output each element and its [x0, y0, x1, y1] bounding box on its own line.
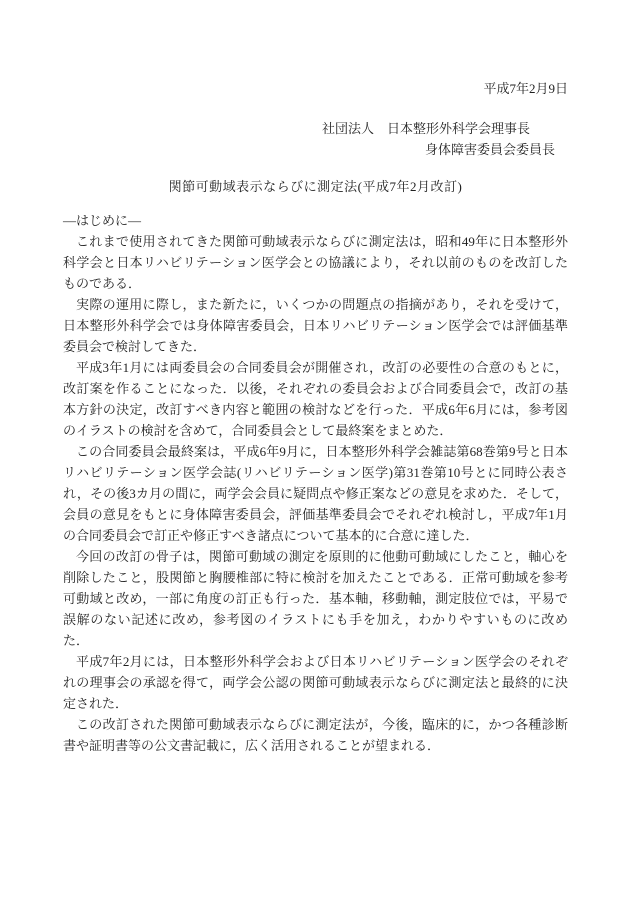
- paragraph-1: これまで使用されてきた関節可動域表示ならびに測定法は，昭和49年に日本整形外科学会と日本リハビリテーション医学会との協議により，それ以前のものを改訂したものである．: [63, 234, 568, 291]
- paragraph-5: 今回の改訂の骨子は，関節可動域の測定を原則的に他動可動域にしたこと，軸心を削除したこと，股関節と胸腰椎部に特に検討を加えたことである．正常可動域を参考可動域と改め，一部に角度の訂正も行った．基本軸，移動軸，測定肢位では，平易で誤解のない記述に改め，参考図のイラストにも手を加え，わかりやすいものに改めた．: [63, 549, 568, 648]
- document-date: 平成7年2月9日: [483, 81, 568, 96]
- paragraph-3: 平成3年1月には両委員会の合同委員会が開催され，改訂の必要性の合意のもとに，改訂案を作ることになった．以後，それぞれの委員会および合同委員会で，改訂の基本方針の決定，改訂すべき内容と範囲の検討などを行った．平成6年6月には，参考図のイラストの検討を含めて，合同委員会として最終案をまとめた．: [63, 360, 568, 438]
- signature-line-organization: 社団法人 日本整形外科学会理事長: [321, 121, 530, 136]
- section-heading-introduction: —はじめに—: [63, 213, 142, 228]
- paragraph-6: 平成7年2月には，日本整形外科学会および日本リハビリテーション医学会のそれぞれの理事会の承認を得て，両学会公認の関節可動域表示ならびに測定法と最終的に決定された．: [63, 654, 568, 711]
- signature-line-committee: 身体障害委員会委員長: [424, 142, 555, 157]
- paragraph-2: 実際の運用に際し，また新たに，いくつかの問題点の指摘があり，それを受けて，日本整形外科学会では身体障害委員会，日本リハビリテーション医学会では評価基準委員会で検討してきた．: [63, 297, 568, 354]
- paragraph-4: この合同委員会最終案は，平成6年9月に，日本整形外科学会雑誌第68巻第9号と日本リハビリテーション医学会誌(リハビリテーション医学)第31巻第10号とに同時公表され，その後3カ月の間に，両学会会員に疑問点や修正案などの意見を求めた．そして，会員の意見をもとに身体障害委員会，評価基準委員会でそれぞれ検討し，平成7年1月の合同委員会で訂正や修正すべき諸点について基本的に合意に達した．: [63, 444, 568, 543]
- document-title: 関節可動域表示ならびに測定法(平成7年2月改訂): [168, 179, 463, 194]
- paragraph-7: この改訂された関節可動域表示ならびに測定法が，今後，臨床的に，かつ各種診断書や証明書等の公文書記載に，広く活用されることが望まれる．: [63, 717, 568, 753]
